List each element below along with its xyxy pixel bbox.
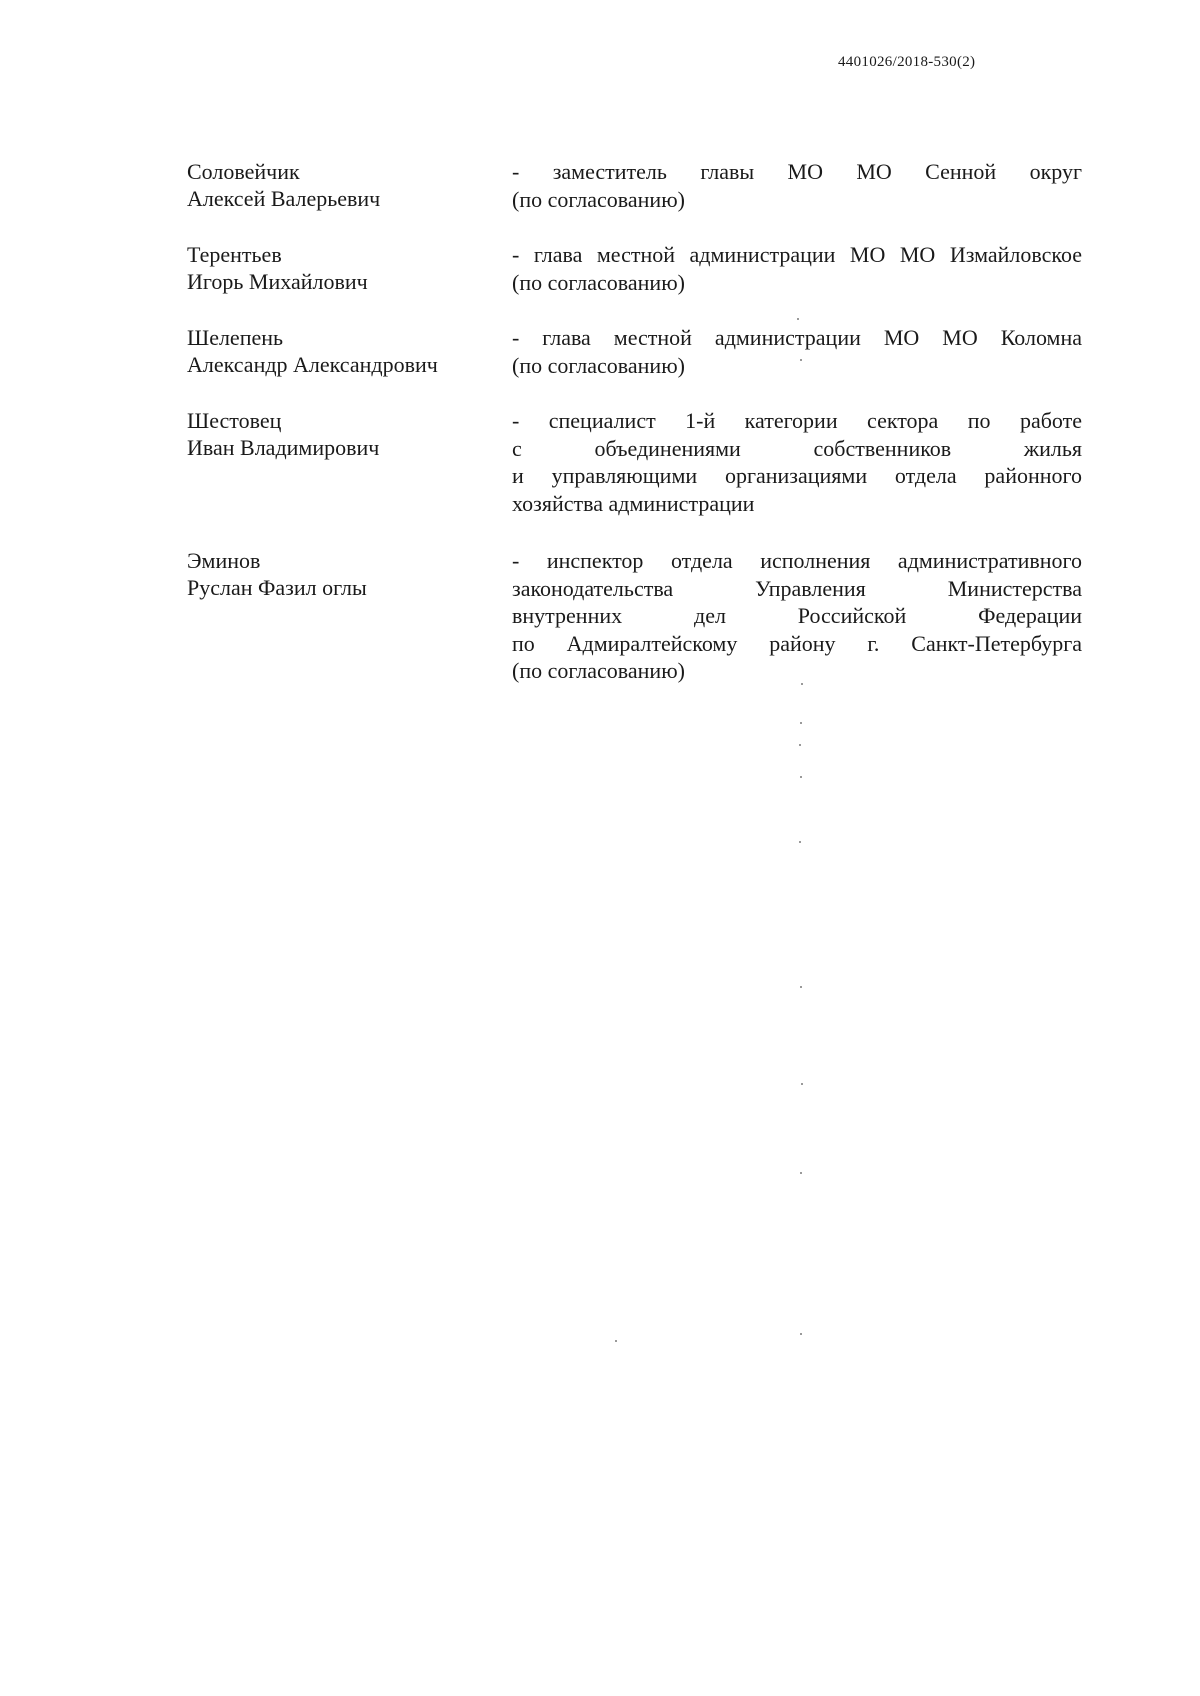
position-line: - глава местной администрации МО МО Измайловское <box>512 242 1082 267</box>
scan-speck <box>615 1340 617 1342</box>
scan-speck <box>800 359 802 361</box>
person-surname: Шестовец <box>187 408 282 433</box>
scan-speck <box>800 776 802 778</box>
document-number: 4401026/2018-530(2) <box>838 54 976 70</box>
person-given-names: Алексей Валерьевич <box>187 186 381 211</box>
person-given-names: Игорь Михайлович <box>187 269 368 294</box>
person-given-names: Иван Владимирович <box>187 435 380 460</box>
scan-speck <box>801 683 803 685</box>
person-position <box>512 158 1082 213</box>
position-line: по Адмиралтейскому району г. Санкт-Петербурга <box>512 630 1082 656</box>
person-surname: Соловейчик <box>187 159 300 184</box>
position-line: и управляющими организациями отдела районного <box>512 463 1082 488</box>
person-name <box>187 324 497 378</box>
scan-speck <box>799 744 801 746</box>
scan-speck <box>800 722 802 724</box>
position-line: (по согласованию) <box>512 186 685 212</box>
person-surname: Шелепень <box>187 325 284 350</box>
scan-speck <box>799 841 801 843</box>
position-line: внутренних дел Российской Федерации <box>512 603 1082 628</box>
person-position <box>512 547 1082 685</box>
scan-speck <box>800 986 802 988</box>
position-line: с объединениями собственников жилья <box>512 435 1082 461</box>
position-line: законодательства Управления Министерства <box>512 575 1082 601</box>
scan-speck <box>797 318 799 320</box>
person-given-names: Александр Александрович <box>187 352 438 377</box>
position-line: - инспектор отдела исполнения административного <box>512 548 1082 573</box>
position-line: (по согласованию) <box>512 352 685 378</box>
position-line: - специалист 1-й категории сектора по работе <box>512 408 1082 433</box>
person-surname: Терентьев <box>187 242 282 267</box>
person-given-names: Руслан Фазил оглы <box>187 575 367 600</box>
position-line: - глава местной администрации МО МО Коломна <box>512 325 1082 350</box>
position-line: хозяйства администрации <box>512 490 755 516</box>
scan-speck <box>801 1083 803 1085</box>
person-name <box>187 241 497 295</box>
person-name <box>187 547 497 601</box>
scan-speck <box>800 1333 802 1335</box>
person-position <box>512 241 1082 296</box>
person-name <box>187 407 497 461</box>
position-line: (по согласованию) <box>512 269 685 295</box>
person-surname: Эминов <box>187 548 261 573</box>
scan-speck <box>800 1172 802 1174</box>
position-line: (по согласованию) <box>512 658 685 683</box>
person-position <box>512 407 1082 517</box>
person-name <box>187 158 497 212</box>
position-line: - заместитель главы МО МО Сенной округ <box>512 159 1082 184</box>
person-position <box>512 324 1082 379</box>
